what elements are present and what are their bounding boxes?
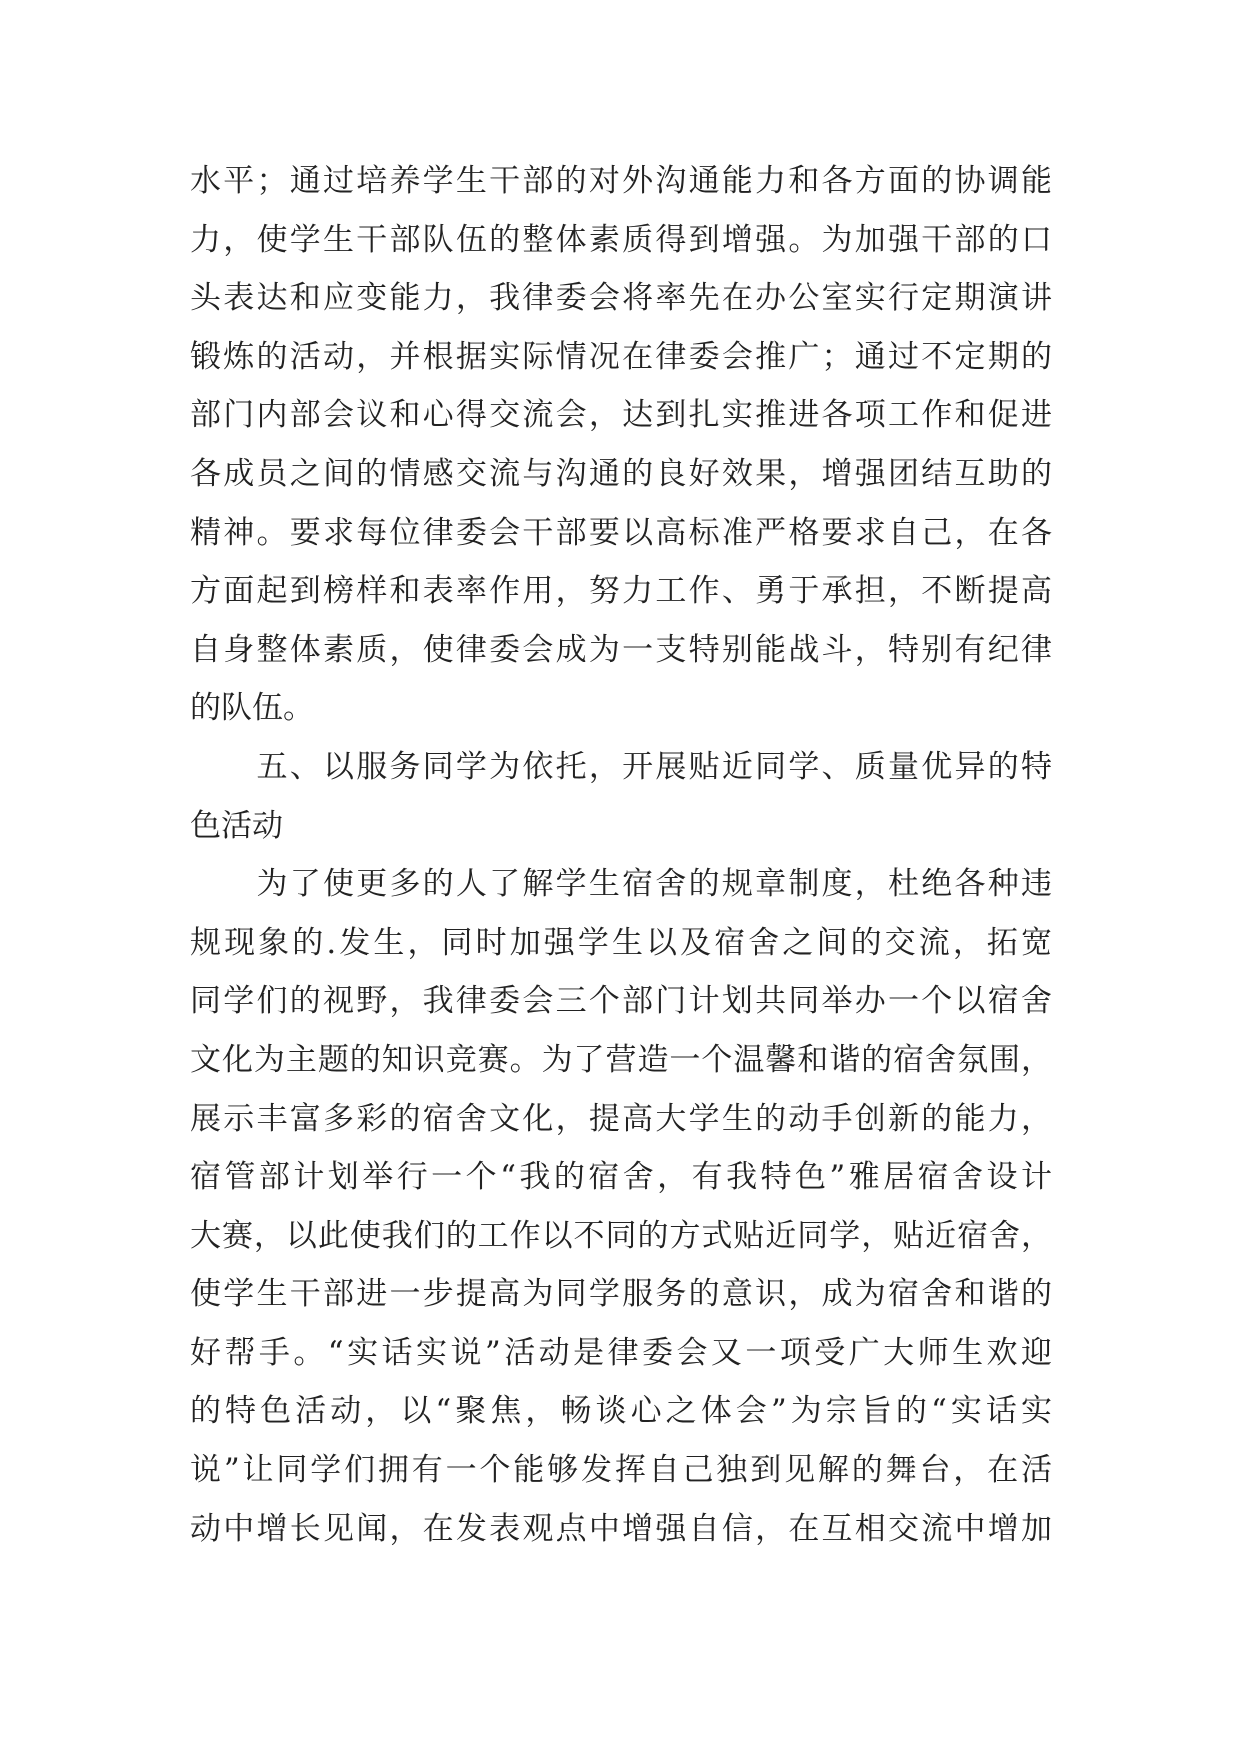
text-line: 各成员之间的情感交流与沟通的良好效果，增强团结互助的 — [190, 455, 1052, 492]
text-line: 动中增长见闻，在发表观点中增强自信，在互相交流中增加 — [190, 1510, 1052, 1547]
text-line: 说”让同学们拥有一个能够发挥自己独到见解的舞台，在活 — [190, 1452, 1052, 1489]
text-line: 头表达和应变能力，我律委会将率先在办公室实行定期演讲 — [190, 280, 1052, 317]
text-line: 使学生干部进一步提高为同学服务的意识，成为宿舍和谐的 — [190, 1276, 1052, 1313]
text-line: 展示丰富多彩的宿舍文化，提高大学生的动手创新的能力， — [190, 1100, 1052, 1137]
text-line: 同学们的视野，我律委会三个部门计划共同举办一个以宿舍 — [190, 983, 1052, 1020]
text-line: 好帮手。“实话实说”活动是律委会又一项受广大师生欢迎 — [190, 1334, 1052, 1371]
text-line: 锻炼的活动，并根据实际情况在律委会推广；通过不定期的 — [190, 338, 1052, 375]
text-line: 自身整体素质，使律委会成为一支特别能战斗，特别有纪律 — [190, 631, 1052, 668]
text-line: 宿管部计划举行一个“我的宿舍，有我特色”雅居宿舍设计 — [190, 1159, 1052, 1196]
text-line: 色活动 — [190, 807, 283, 844]
text-line: 力，使学生干部队伍的整体素质得到增强。为加强干部的口 — [190, 221, 1052, 258]
text-line: 规现象的.发生，同时加强学生以及宿舍之间的交流，拓宽 — [190, 924, 1052, 961]
text-line: 方面起到榜样和表率作用，努力工作、勇于承担，不断提高 — [190, 573, 1052, 610]
text-line: 水平；通过培养学生干部的对外沟通能力和各方面的协调能 — [190, 163, 1052, 199]
text-line: 的特色活动，以“聚焦，畅谈心之体会”为宗旨的“实话实 — [190, 1393, 1052, 1430]
text-line: 部门内部会议和心得交流会，达到扎实推进各项工作和促进 — [190, 397, 1052, 434]
body-text — [190, 152, 1052, 1558]
text-line: 大赛，以此使我们的工作以不同的方式贴近同学，贴近宿舍， — [190, 1217, 1052, 1254]
text-line: 五、以服务同学为依托，开展贴近同学、质量优异的特 — [190, 748, 1052, 785]
text-line: 的队伍。 — [190, 690, 314, 727]
text-line: 精神。要求每位律委会干部要以高标准严格要求自己，在各 — [190, 514, 1052, 551]
text-line: 为了使更多的人了解学生宿舍的规章制度，杜绝各种违 — [190, 866, 1052, 903]
text-line: 文化为主题的知识竞赛。为了营造一个温馨和谐的宿舍氛围， — [190, 1041, 1052, 1078]
